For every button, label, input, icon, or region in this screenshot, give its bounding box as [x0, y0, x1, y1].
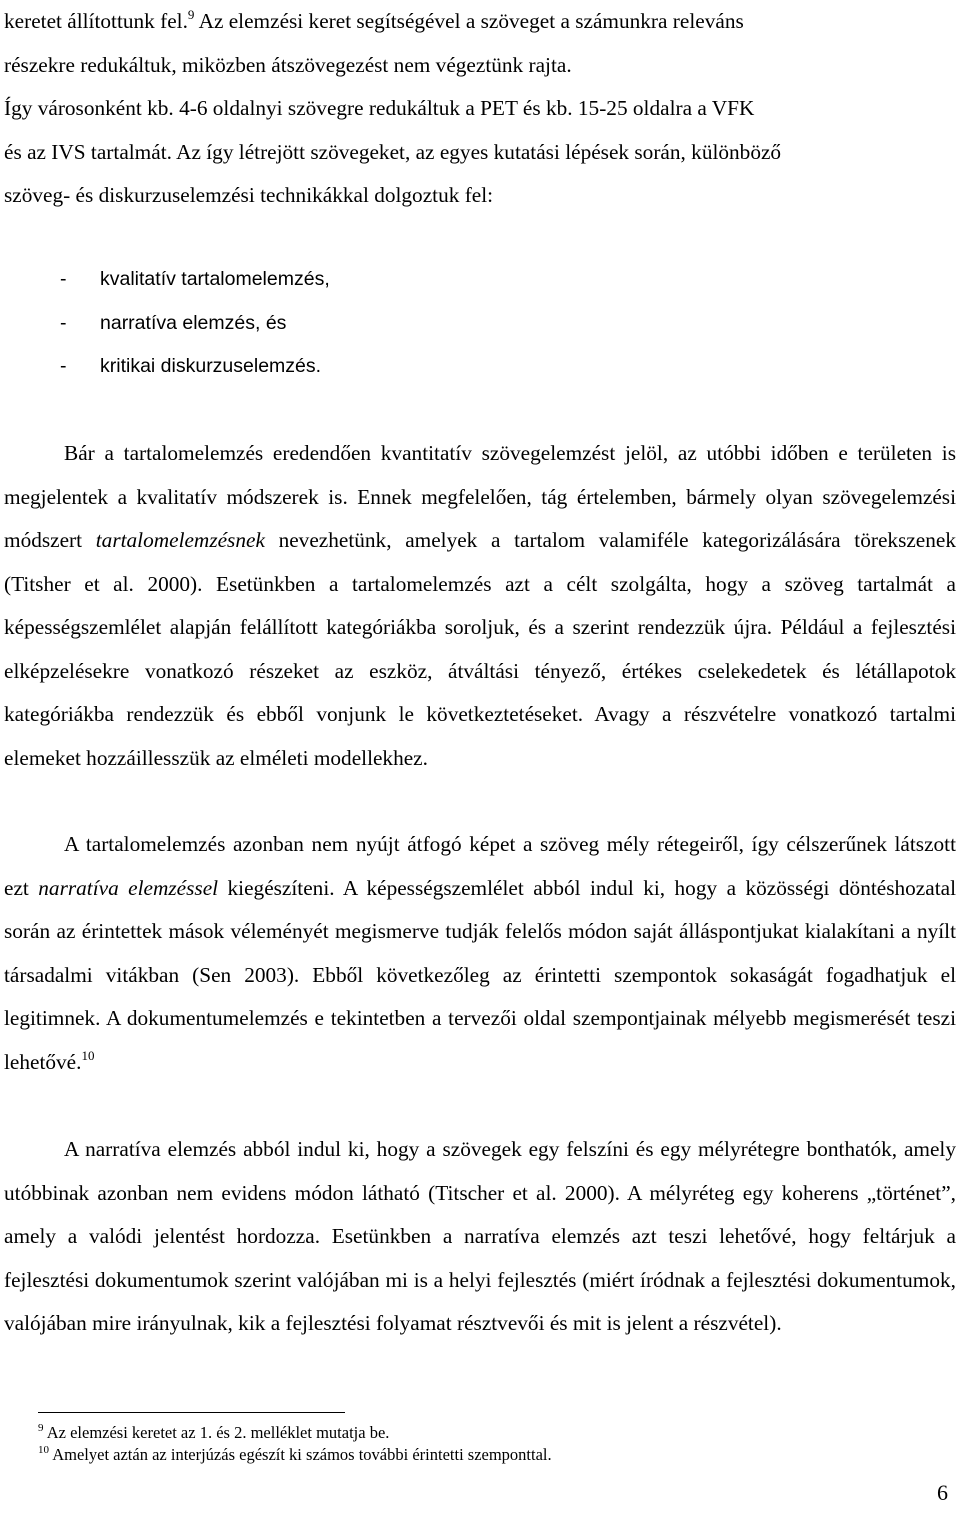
page-number: 6 — [937, 1480, 948, 1505]
footnote-divider — [38, 1412, 345, 1413]
footnote-ref-9: 9 — [187, 7, 195, 22]
intro-line-4: és az IVS tartalmát. Az így létrejött szövegeket, az egyes kutatási lépések során, különböző — [4, 139, 782, 164]
italic-term: tartalomelemzésnek — [95, 528, 265, 552]
intro-line-3: Így városonként kb. 4-6 oldalnyi szövegre redukáltuk a PET és kb. 15-25 oldalra a VFK — [4, 96, 755, 120]
methods-list — [60, 258, 330, 389]
footnotes — [38, 1422, 552, 1466]
intro-line-5: szöveg- és diskurzuselemzési technikákkal dolgoztuk fel: — [4, 183, 494, 207]
list-item: - narratíva elemzés, és — [60, 311, 287, 334]
intro-line-2: részekre redukáltuk, miközben átszövegezést nem végeztünk rajta. — [4, 52, 572, 77]
footnote-ref-10: 10 — [81, 1047, 95, 1063]
italic-term: narratíva elemzéssel — [38, 875, 219, 900]
content-analysis-paragraph: Bár a tartalomelemzés eredendően kvantitatív szövegelemzést jelöl, az utóbbi időben e területen is megjelentek a kvalitatív módszerek is. Ennek megfelelően, tág értelemben, bármely olyan szövegelemzési módszert tartalomelemzésnek nevezhetünk, amelyek a tartalom valamiféle kategorizálására törekszenek (Titsher et al. 2000). Esetünkben a tartalomelemzés azt a célt szolgálta, hogy a szöveg tartalmát a képességszemlélet alapján felállított kategóriákba soroljuk, és a szerint rendezzük újra. Például a fejlesztési elképzelésekre vonatkozó részeket az eszköz, átváltási tényező, értékes cselekedetek és létállapotok kategóriákba rendezzük és ebből vonjunk le következtetéseket. Avagy a részvételre vonatkozó tartalmi elemeket hozzáillesszük az elméleti modellekhez. — [4, 441, 957, 770]
footnote-9: $^9$ Az elemzési keretet az 1. és 2. melléklet mutatja be. — [38, 1422, 390, 1442]
list-item: - kritikai diskurzuselemzés. — [60, 355, 322, 377]
list-item: - kvalitatív tartalomelemzés, — [60, 268, 330, 290]
intro-line-1: keretet állítottunk fel.$^9$ Az elemzési keret segítségével a szöveget a számunkra releváns — [4, 7, 744, 33]
narrative-paragraph: A tartalomelemzés azonban nem nyújt átfogó képet a szöveg mély rétegeiről, így célszerűnek látszott ezt narratíva elemzéssel kiegészíteni. A képességszemlélet abból indul ki, hogy a közösségi döntéshozatal során az érintettek mások véleményét megismerve tudják felelős módon saját álláspontjukat kialakítani a nyílt társadalmi vitákban (Sen 2003). Ebből következőleg az érintetti szempontok sokaságát fogadhatjuk el legitimnek. A dokumentumelemzés e tekintetben a tervezői oldal szempontjainak mélyebb megismerését teszi lehetővé.$^{10}$ — [4, 832, 957, 1074]
narrative-analysis-paragraph: A narratíva elemzés abból indul ki, hogy a szövegek egy felszíni és egy mélyrétegre bonthatók, amely utóbbinak azonban nem evidens módon látható (Titscher et al. 2000). A mélyréteg egy koherens „történet”, amely a valódi jelentést hordozza. Esetünkben a narratíva elemzés azt teszi lehetővé, hogy feltárjuk a fejlesztési dokumentumok szerint valójában mi is a helyi fejlesztés (miért íródnak a fejlesztési dokumentumok, valójában mire irányulnak, kik a fejlesztési folyamat résztvevői és mit is jelent a részvétel). — [4, 1137, 956, 1335]
intro-paragraph — [4, 0, 956, 218]
footnote-10: $^{10}$ Amelyet aztán az interjúzás egészít ki számos további érintetti szemponttal. — [38, 1444, 552, 1464]
